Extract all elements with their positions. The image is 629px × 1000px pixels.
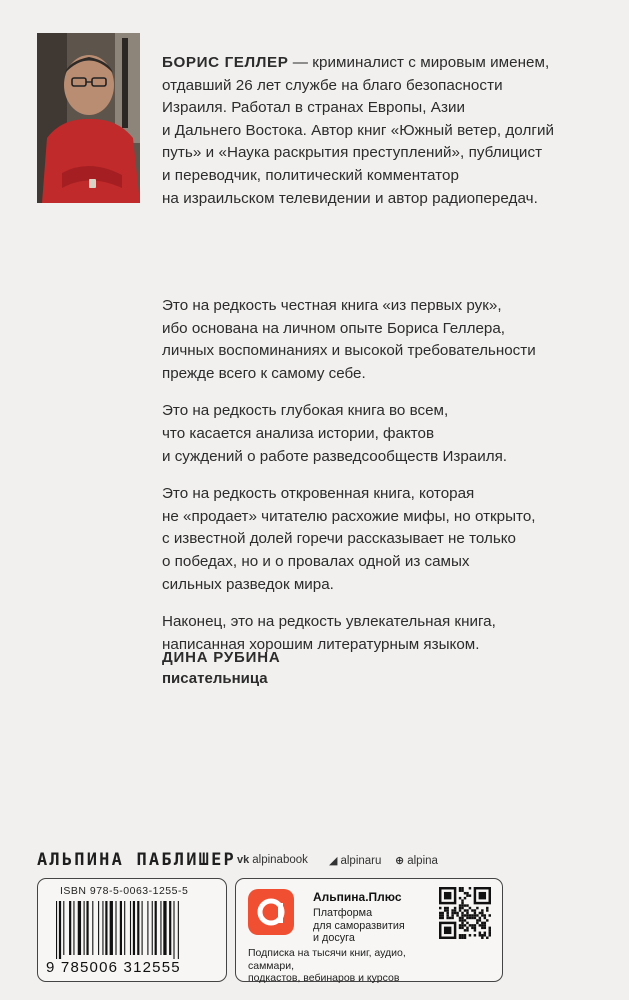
- review-line: личных воспоминаниях и высокой требовательности: [162, 342, 536, 360]
- author-name: БОРИС ГЕЛЛЕР: [162, 54, 289, 71]
- review-line: что касается анализа истории, фактов: [162, 424, 435, 442]
- review-line: написанная хорошим литературным языком.: [162, 635, 480, 653]
- vk-icon: vk: [237, 854, 250, 866]
- alpina-plus-title: Альпина.Плюс: [313, 890, 402, 904]
- review-line: сильных разведок мира.: [162, 575, 334, 593]
- social-label: alpina: [407, 855, 438, 867]
- bio-line: — криминалист с мировым именем,: [288, 54, 550, 71]
- review-line: Наконец, это на редкость увлекательная книга,: [162, 613, 496, 631]
- bio-line: отдавший 26 лет службе на благо безопасности: [162, 76, 503, 94]
- social-link-telegram[interactable]: [329, 854, 381, 867]
- alpina-plus-description: [313, 907, 405, 945]
- author-photo: [37, 33, 140, 203]
- bio-line: на израильском телевидении и автор радиопередач.: [162, 189, 538, 207]
- telegram-icon: ◢: [329, 855, 338, 867]
- social-label: alpinabook: [252, 854, 308, 866]
- plus-circle-icon: ⊕: [395, 855, 405, 867]
- description-line: для саморазвития: [313, 919, 405, 932]
- review-quote: [162, 295, 602, 671]
- social-link-vk[interactable]: [237, 854, 308, 866]
- subscription-line: Подписка на тысячи книг, аудио, саммари,: [248, 947, 406, 972]
- review-line: прежде всего к самому себе.: [162, 364, 366, 382]
- social-label: alpinaru: [340, 855, 382, 867]
- publisher-bar: [37, 850, 597, 874]
- review-paragraph: [162, 295, 602, 385]
- author-photo-image: [37, 33, 140, 203]
- bio-line: и переводчик, политический комментатор: [162, 166, 459, 184]
- description-line: и досуга: [313, 932, 355, 944]
- review-paragraph: [162, 400, 602, 468]
- reviewer-role: писательница: [162, 670, 268, 687]
- bio-line: путь» и «Наука раскрытия преступлений», публицист: [162, 144, 543, 162]
- author-bio: [162, 52, 602, 210]
- review-line: Это на редкость глубокая книга во всем,: [162, 402, 449, 420]
- review-line: не «продает» читателю расхожие мифы, но открыто,: [162, 507, 536, 525]
- review-paragraph: [162, 483, 602, 596]
- alpina-plus-subscription: [248, 947, 448, 985]
- review-line: и суждений о работе разведсообществ Израиля.: [162, 447, 508, 465]
- review-line: ибо основана на личном опыте Бориса Геллера,: [162, 319, 506, 337]
- reviewer-signature: [162, 647, 280, 689]
- review-line: о победах, но и о провалах одной из самых: [162, 552, 470, 570]
- review-line: Это на редкость честная книга «из первых рук»,: [162, 297, 502, 314]
- reviewer-name: ДИНА РУБИНА: [162, 649, 281, 666]
- review-line: с известной долей горечи рассказывает не только: [162, 530, 516, 548]
- alpina-plus-box: [235, 878, 503, 982]
- barcode-image: [54, 901, 214, 959]
- review-line: Это на редкость откровенная книга, которая: [162, 485, 475, 503]
- subscription-line: подкастов, вебинаров и курсов: [248, 972, 400, 984]
- alpina-plus-logo-icon: [248, 889, 294, 935]
- publisher-logo: АЛЬПИНА ПАБЛИШЕР: [37, 850, 236, 870]
- bio-line: и Дальнего Востока. Автор книг «Южный ветер, долгий: [162, 121, 555, 139]
- isbn-label: ISBN 978-5-0063-1255-5: [60, 885, 189, 897]
- barcode-digits: 9 785006 312555: [46, 959, 181, 976]
- description-line: Платформа: [313, 907, 373, 919]
- bio-line: Израиля. Работал в странах Европы, Азии: [162, 99, 466, 117]
- social-link-alpina[interactable]: [395, 854, 438, 867]
- isbn-barcode-box: [37, 878, 227, 982]
- qr-code-icon[interactable]: [439, 887, 491, 939]
- alpina-plus-app-icon: [248, 889, 294, 935]
